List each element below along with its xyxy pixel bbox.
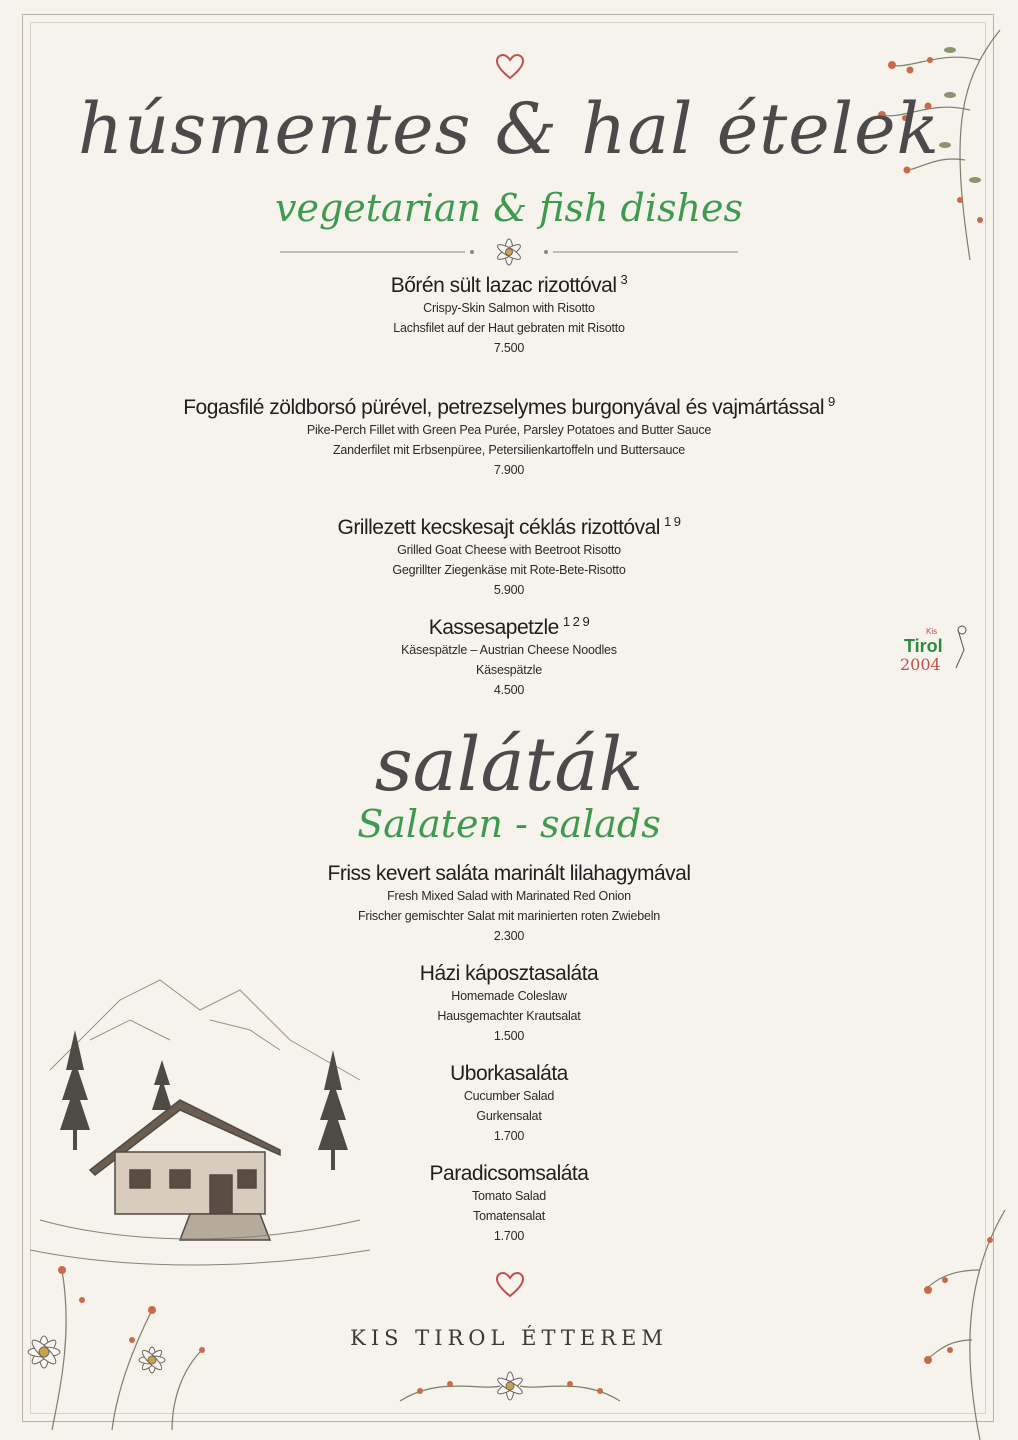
salad-name-de: Frischer gemischter Salat mit marinierten roten Zwiebeln xyxy=(357,909,661,923)
dish-name-en: Grilled Goat Cheese with Beetroot Risotto xyxy=(397,543,621,557)
heart-icon xyxy=(496,1272,524,1298)
kis-tirol-logo xyxy=(886,620,982,680)
dish-item xyxy=(0,272,1018,358)
dish-price: 7.500 xyxy=(493,341,525,355)
heart-icon xyxy=(496,54,524,80)
salad-price: 1.700 xyxy=(493,1129,525,1143)
salad-price: 1.500 xyxy=(493,1029,525,1043)
dish-name-en: Pike-Perch Fillet with Green Pea Purée, Parsley Potatoes and Butter Sauce xyxy=(306,423,712,437)
dish-price: 4.500 xyxy=(493,683,525,697)
salad-price: 1.700 xyxy=(493,1229,525,1243)
salad-name-de: Gurkensalat xyxy=(476,1109,542,1123)
allergen-codes: 1 2 9 xyxy=(562,614,590,629)
dish-price: 5.900 xyxy=(493,583,525,597)
salad-name-en: Tomato Salad xyxy=(471,1189,547,1203)
section-subtitle-vegetarian-fish: vegetarian & fish dishes xyxy=(275,186,743,230)
salad-name: Friss kevert saláta marinált lilahagymával xyxy=(327,862,691,885)
logo-small-text: Kis xyxy=(926,627,938,636)
dish-name-de: Käsespätzle xyxy=(476,663,542,677)
restaurant-name: KIS TIROL ÉTTEREM xyxy=(350,1326,668,1350)
dish-item xyxy=(0,614,1018,700)
salad-name-en: Fresh Mixed Salad with Marinated Red Onion xyxy=(387,889,631,903)
salad-name-en: Cucumber Salad xyxy=(463,1089,555,1103)
dish-name-de: Gegrillter Ziegenkäse mit Rote-Bete-Risotto xyxy=(392,563,626,577)
allergen-codes: 9 xyxy=(828,394,835,409)
dish-name: Bőrén sült lazac rizottóval xyxy=(390,274,617,297)
dish-name-de: Lachsfilet auf der Haut gebraten mit Risotto xyxy=(393,321,625,335)
dish-name-de: Zanderfilet mit Erbsenpüree, Petersilienkartoffeln und Buttersauce xyxy=(332,443,686,457)
salad-name: Házi káposztasaláta xyxy=(419,962,599,985)
ornament-divider xyxy=(280,236,738,266)
dish-price: 7.900 xyxy=(493,463,525,477)
dish-name: Grillezett kecskesajt céklás rizottóval xyxy=(337,516,660,539)
dish-name: Kassesapetzle xyxy=(428,616,559,639)
floral-ornament-bottom xyxy=(390,1356,630,1416)
salad-name: Paradicsomsaláta xyxy=(429,1162,589,1185)
section-title-salads: saláták xyxy=(374,722,644,808)
section-subtitle-salads: Salaten - salads xyxy=(357,802,661,846)
mountain-cabin-illustration xyxy=(30,920,370,1280)
logo-name-text: Tirol xyxy=(904,636,943,656)
salad-name-de: Hausgemachter Krautsalat xyxy=(437,1009,581,1023)
allergen-codes: 1 9 xyxy=(663,514,681,529)
logo-year-text: 2004 xyxy=(900,655,941,674)
salad-name-de: Tomatensalat xyxy=(473,1209,545,1223)
dish-item xyxy=(0,394,1018,480)
salad-price: 2.300 xyxy=(493,929,525,943)
allergen-codes: 3 xyxy=(620,272,628,287)
dish-name-en: Crispy-Skin Salmon with Risotto xyxy=(423,301,595,315)
section-title-vegetarian-fish: húsmentes & hal ételek xyxy=(78,88,940,170)
dish-name-en: Käsespätzle – Austrian Cheese Noodles xyxy=(401,643,617,657)
dish-item xyxy=(0,514,1018,600)
dish-name: Fogasfilé zöldborsó pürével, petrezselymes burgonyával és vajmártással xyxy=(183,396,825,419)
salad-name-en: Homemade Coleslaw xyxy=(451,989,567,1003)
salad-name: Uborkasaláta xyxy=(450,1062,568,1085)
